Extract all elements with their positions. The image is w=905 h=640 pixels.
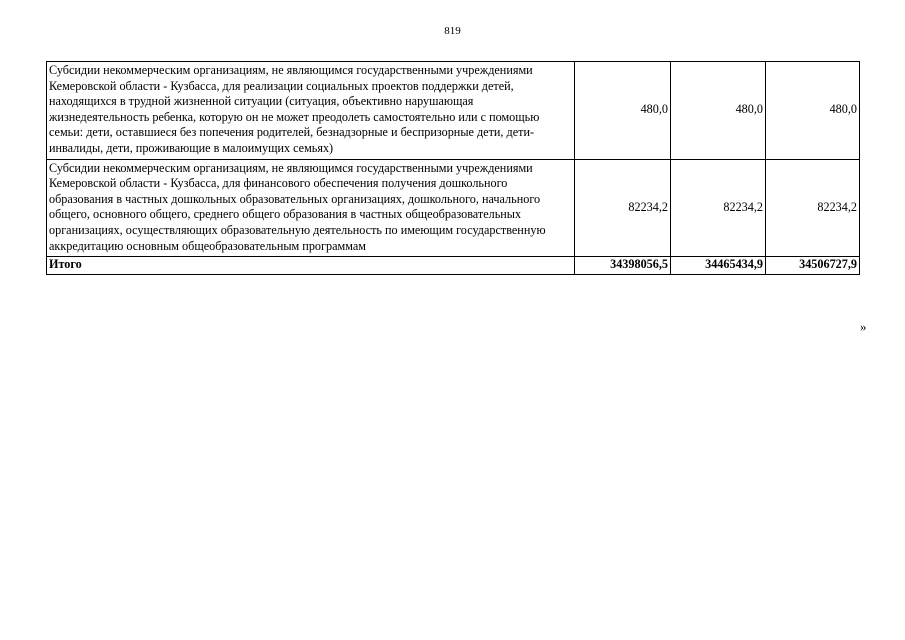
- row-value-year-3: 480,0: [766, 62, 860, 160]
- table-row: [47, 159, 860, 257]
- row-value-year-3: 82234,2: [766, 159, 860, 257]
- row-value-year-1: 82234,2: [575, 159, 671, 257]
- row-value-year-2: 82234,2: [671, 159, 766, 257]
- total-label: Итого: [47, 257, 575, 275]
- row-value-year-1: 480,0: [575, 62, 671, 160]
- total-value-year-2: 34465434,9: [671, 257, 766, 275]
- closing-quote: »: [860, 319, 867, 334]
- total-value-year-1: 34398056,5: [575, 257, 671, 275]
- table-row: [47, 62, 860, 160]
- row-value-year-2: 480,0: [671, 62, 766, 160]
- total-row: [47, 257, 860, 275]
- row-description: Субсидии некоммерческим организациям, не являющимся государственными учреждениями Кемеровской области - Кузбасса, для реализации социальных проектов поддержки детей, находящихся в трудной жизненной ситуации (ситуация, объективно нарушающая жизнедеятельность ребенка, которую он не может преодолеть самостоятельно или с помощью семьи: дети, оставшиеся без попечения родителей, безнадзорные и беспризорные дети, дети-инвалиды, дети, проживающие в малоимущих семьях): [47, 62, 575, 160]
- row-description: Субсидии некоммерческим организациям, не являющимся государственными учреждениями Кемеровской области - Кузбасса, для финансового обеспечения получения дошкольного образования в частных дошкольных образовательных организациях, дошкольного, начального общего, основного общего, среднего общего образования в частных общеобразовательных организациях, осуществляющих образовательную деятельность по имеющим государственную аккредитацию основным общеобразовательным программам: [47, 159, 575, 257]
- budget-table: [46, 61, 860, 275]
- total-value-year-3: 34506727,9: [766, 257, 860, 275]
- page-number: 819: [444, 25, 461, 37]
